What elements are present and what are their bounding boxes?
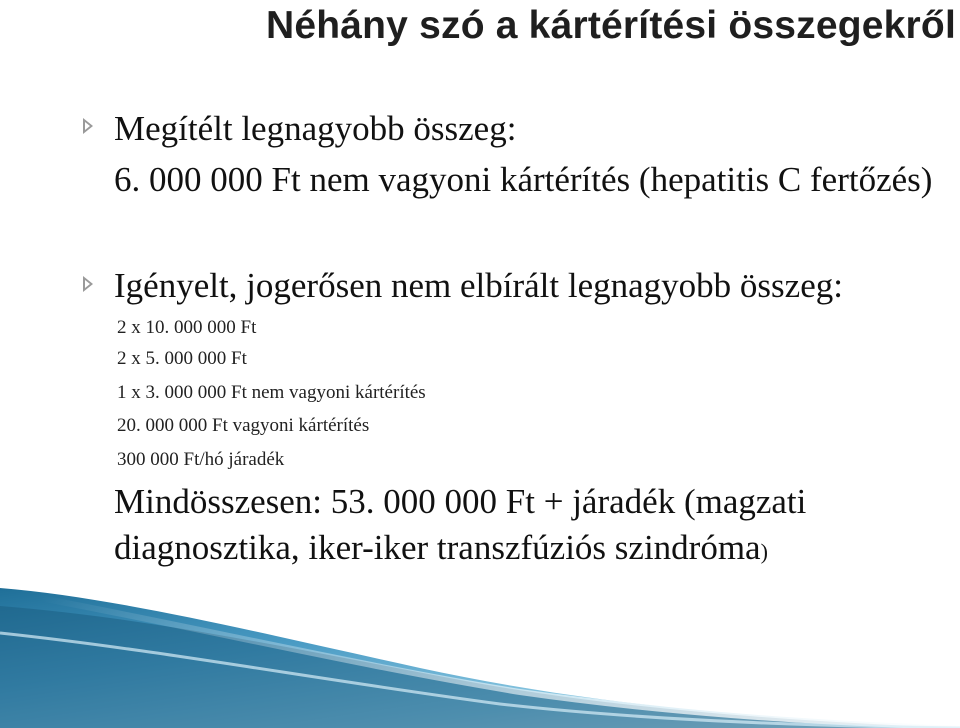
triangle-bullet-icon bbox=[83, 118, 93, 134]
claim-item: 2 x 5. 000 000 Ft bbox=[117, 348, 247, 369]
claim-item: 20. 000 000 Ft vagyoni kártérítés bbox=[117, 415, 370, 436]
section1-heading: Megítélt legnagyobb összeg: bbox=[114, 109, 517, 148]
section2-heading: Igényelt, jogerősen nem elbírált legnagyobb összeg: bbox=[114, 266, 843, 305]
total-close-paren: ) bbox=[760, 539, 768, 564]
total-line-2 bbox=[114, 528, 768, 572]
total-line-1: Mindösszesen: 53. 000 000 Ft + járadék (magzati bbox=[114, 482, 807, 521]
triangle-bullet-icon bbox=[83, 276, 93, 292]
slide-title: Néhány szó a kártérítési összegekről bbox=[265, 4, 956, 47]
claim-item: 300 000 Ft/hó járadék bbox=[117, 449, 285, 470]
claim-item: 2 x 10. 000 000 Ft bbox=[117, 317, 257, 338]
decorative-wave bbox=[0, 588, 960, 728]
section1-detail: 6. 000 000 Ft nem vagyoni kártérítés (hepatitis C fertőzés) bbox=[114, 160, 933, 199]
claim-item: 1 x 3. 000 000 Ft nem vagyoni kártérítés bbox=[117, 382, 426, 403]
total-line-2-text: diagnosztika, iker-iker transzfúziós szindróma bbox=[114, 528, 761, 567]
